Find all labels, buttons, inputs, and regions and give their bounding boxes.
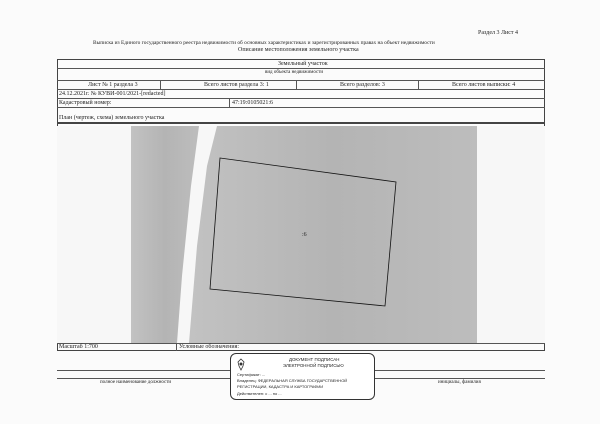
page-label: Раздел 3 Лист 4 [478,30,519,36]
parcel-label: :6 [302,232,307,238]
cadastral-label: Кадастровый номер: [59,100,112,106]
stamp-line-5: РЕГИСТРАЦИИ, КАДАСТРА И КАРТОГРАФИИ [237,384,324,389]
object-type: Земельный участок [278,61,328,67]
position-caption: полное наименование должности [100,380,172,385]
sheet-number: Лист № 1 раздела 3 [88,82,138,88]
stamp-line-6: Действителен: с ... по ... [237,391,282,396]
emblem-icon [235,358,247,372]
document-title: Выписка из Единого государственного реестра недвижимости об основных характеристиках и зарегистрированных правах на объект недвижимости [93,40,435,46]
right-terrain [189,126,477,343]
legend-label: Условные обозначения: [179,344,240,350]
plan-map [57,126,545,343]
sections-total: Всего разделов: 3 [340,82,385,88]
plan-title: План (чертеж, схема) земельного участка [59,115,165,121]
reference-number: 24.12.2021г. № КУВИ-001/2021-[redacted] [59,91,166,97]
stamp-line-2: ЭЛЕКТРОННОЙ ПОДПИСЬЮ [283,363,344,368]
stamp-line-4: Владелец: ФЕДЕРАЛЬНАЯ СЛУЖБА ГОСУДАРСТВЕННОЙ [237,378,348,383]
document-subtitle: Описание местоположения земельного участка [238,47,359,53]
name-caption: инициалы, фамилия [438,380,481,385]
object-type-caption: вид объекта недвижимости [265,70,324,75]
stamp-line-1: ДОКУМЕНТ ПОДПИСАН [289,357,340,362]
cadastral-number: 47:19:0105021:6 [232,100,274,106]
scale-label: Масштаб 1:700 [59,344,98,350]
plan-svg [57,126,545,343]
stamp-line-3: Сертификат: ... [237,372,266,377]
sheets-total-extract: Всего листов выписки: 4 [452,82,516,88]
e-signature-stamp [230,353,375,400]
sheets-total-section: Всего листов раздела 3: 1 [204,82,269,88]
